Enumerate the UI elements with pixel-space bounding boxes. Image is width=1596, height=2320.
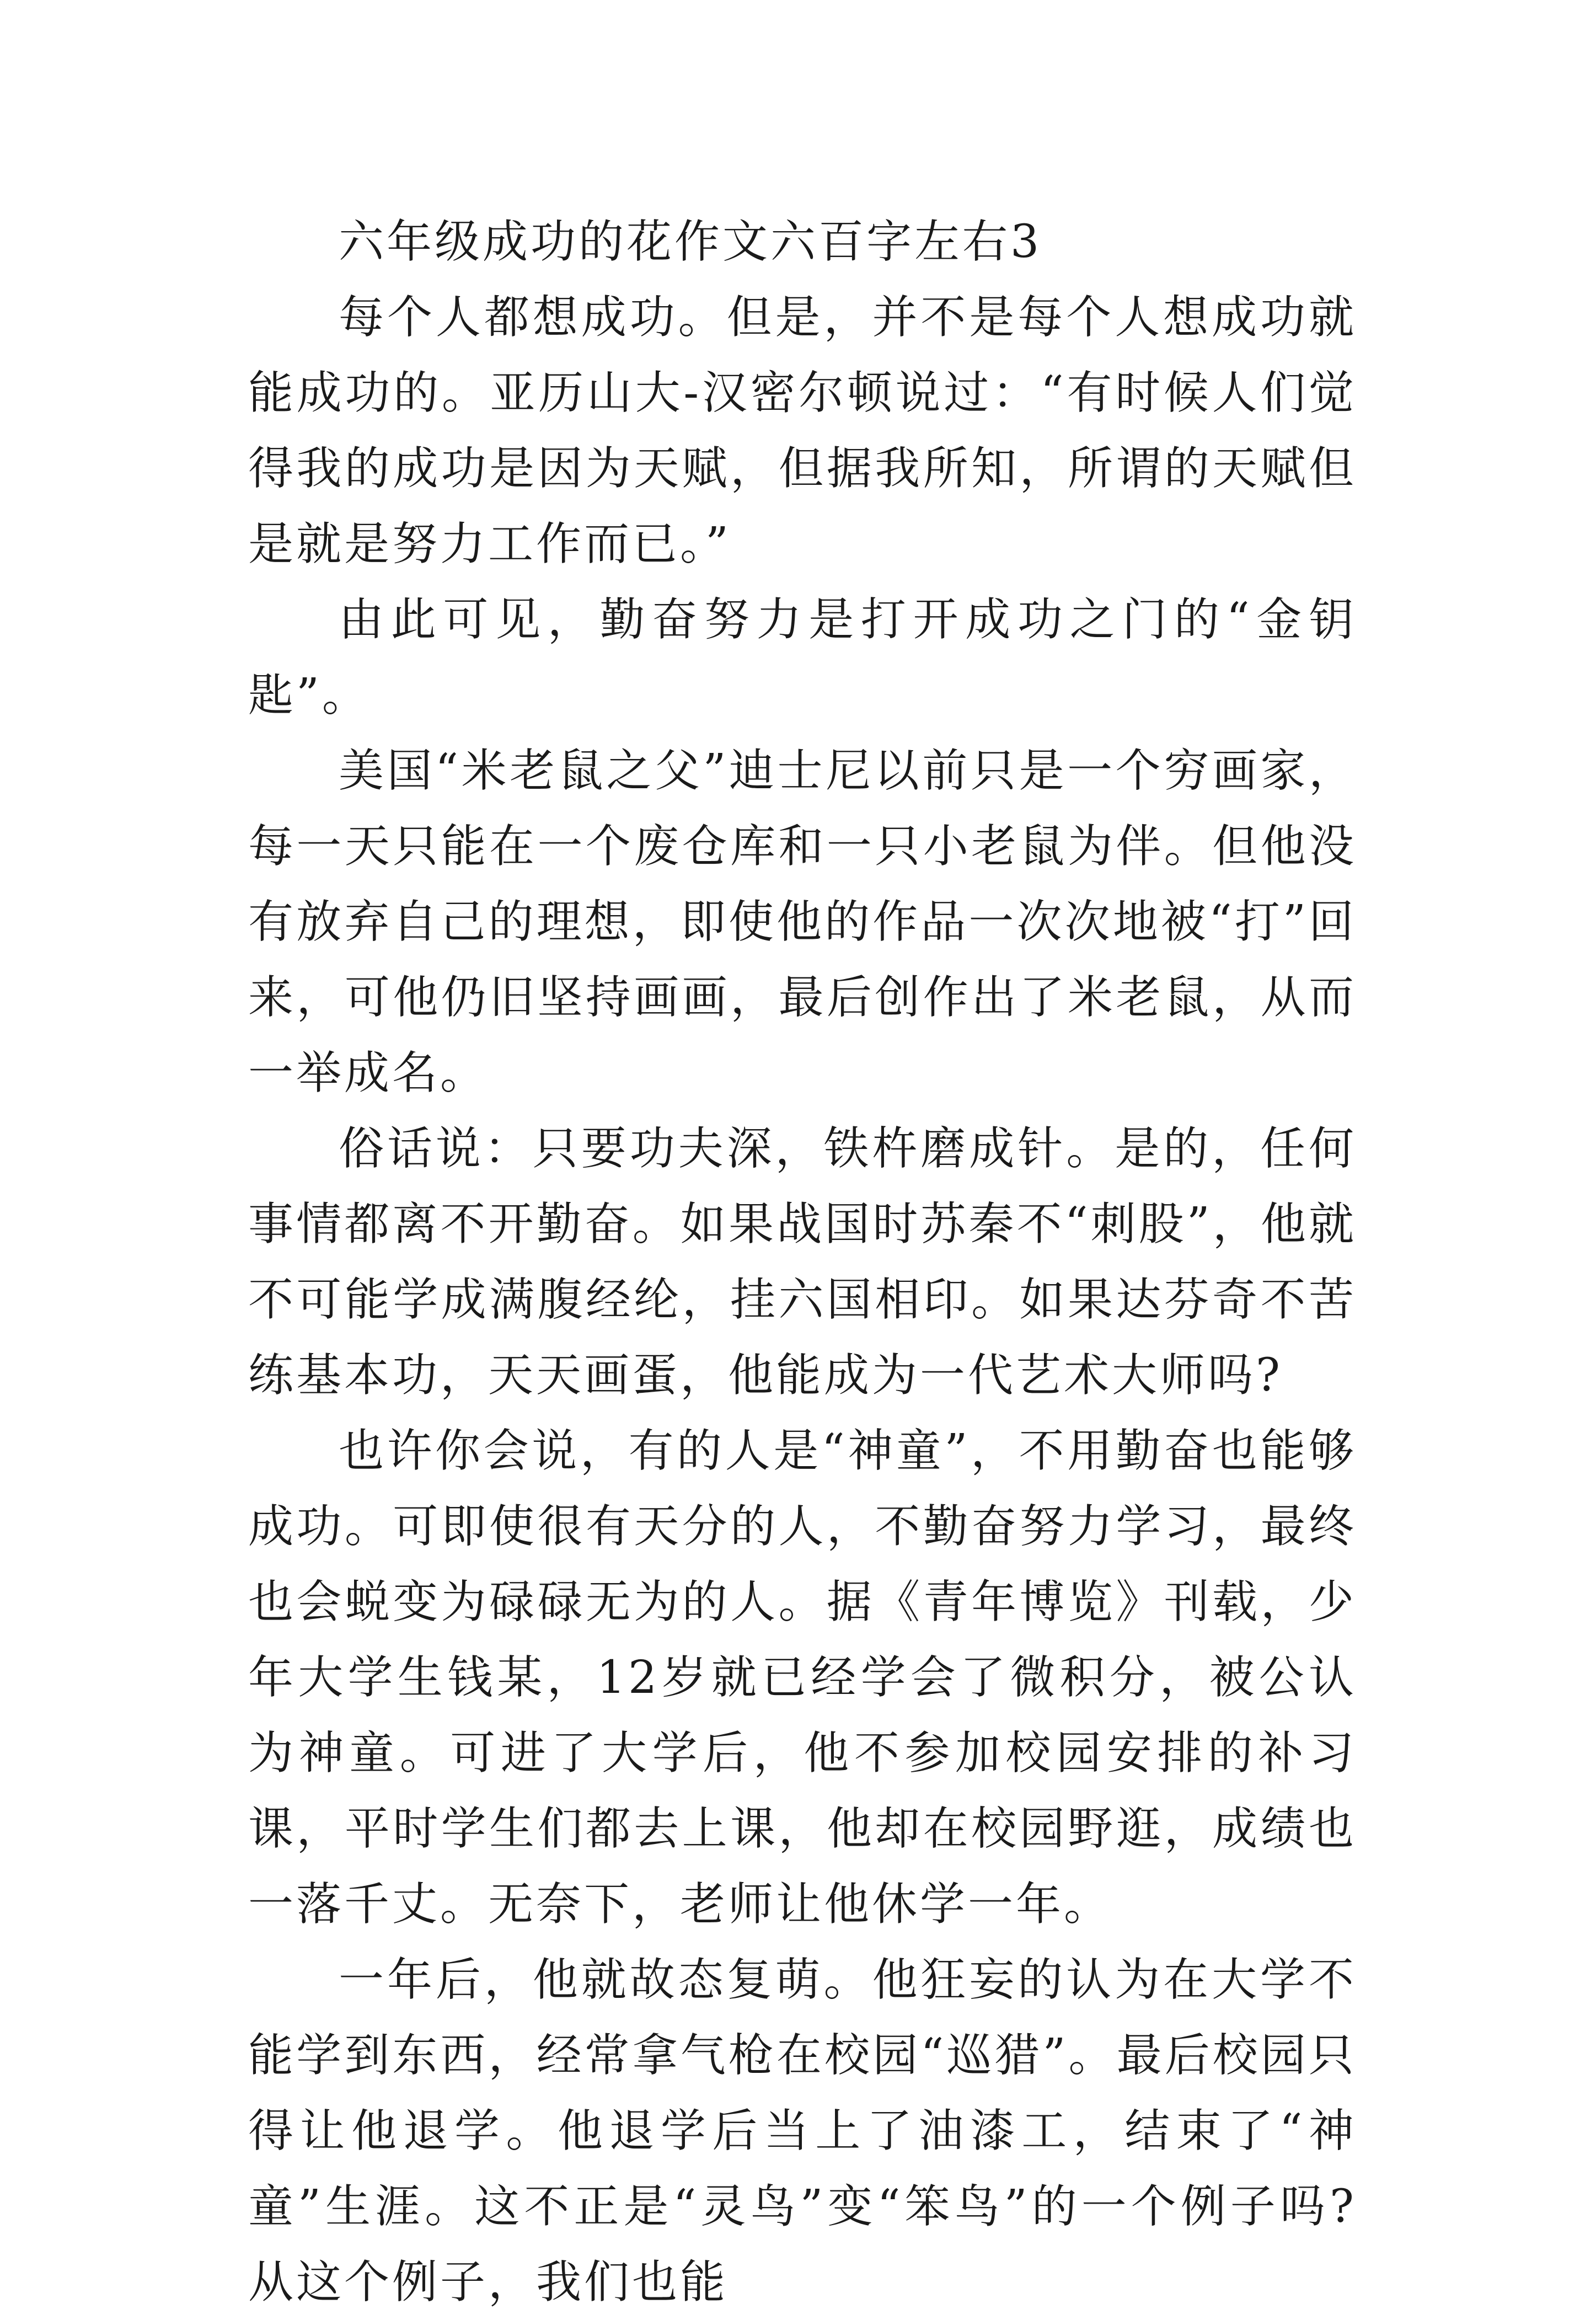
paragraph: 也许你会说，有的人是“神童”，不用勤奋也能够成功。可即使很有天分的人，不勤奋努力学习，最终也会蜕变为碌碌无为的人。据《青年博览》刊载，少年大学生钱某，12岁就已经学会了微积分，被公认为神童。可进了大学后，他不参加校园安排的补习课，平时学生们都去上课，他却在校园野逛，成绩也一落千丈。无奈下，老师让他休学一年。 [248,1425,1357,1931]
paragraph: 俗话说：只要功夫深，铁杵磨成针。是的，任何事情都离不开勤奋。如果战国时苏秦不“刺股”，他就不可能学成满腹经纶，挂六国相印。如果达芬奇不苦练基本功，天天画蛋，他能成为一代艺术大师吗? [248,1122,1357,1402]
document-body [248,204,1357,2320]
paragraph: 美国“米老鼠之父”迪士尼以前只是一个穷画家，每一天只能在一个废仓库和一只小老鼠为伴。但他没有放弃自己的理想，即使他的作品一次次地被“打”回来，可他仍旧坚持画画，最后创作出了米老鼠，从而一举成名。 [248,745,1357,1099]
document-title: 六年级成功的花作文六百字左右3 [339,216,1042,268]
paragraph: 一年后，他就故态复萌。他狂妄的认为在大学不能学到东西，经常拿气枪在校园“巡猎”。最后校园只得让他退学。他退学后当上了油漆工，结束了“神童”生涯。这不正是“灵鸟”变“笨鸟”的一个例子吗?从这个例子，我们也能 [248,1954,1357,2308]
paragraph: 每个人都想成功。但是，并不是每个人想成功就能成功的。亚历山大-汉密尔顿说过：“有时候人们觉得我的成功是因为天赋，但据我所知，所谓的天赋但是就是努力工作而已。” [248,291,1357,570]
paragraph: 由此可见，勤奋努力是打开成功之门的“金钥匙”。 [248,594,1357,721]
